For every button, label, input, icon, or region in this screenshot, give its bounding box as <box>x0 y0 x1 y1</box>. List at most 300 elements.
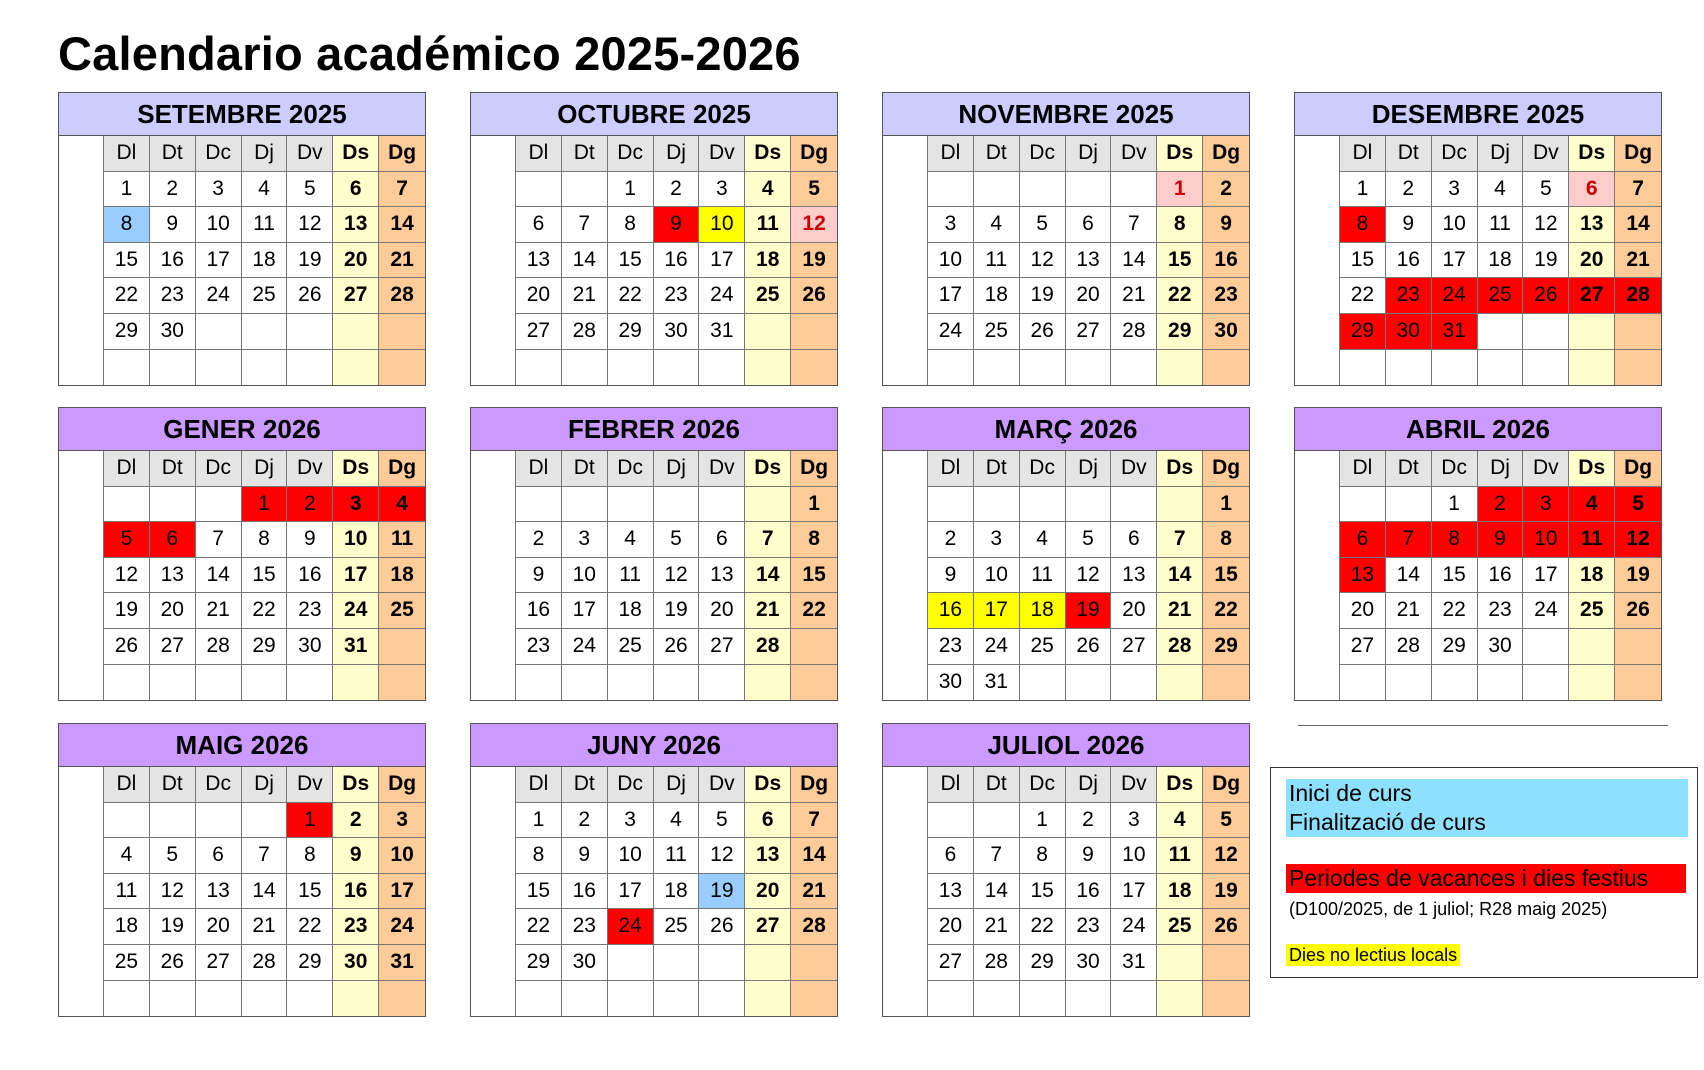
empty-day-cell <box>516 350 562 386</box>
week-spacer-cell <box>1295 487 1340 523</box>
day-cell: 9 <box>150 207 196 243</box>
day-cell: 12 <box>654 558 700 594</box>
day-cell: 17 <box>1432 243 1478 279</box>
month-days-grid <box>59 136 425 385</box>
week-spacer-cell <box>883 803 928 839</box>
day-cell: 29 <box>608 314 654 350</box>
weekday-header: Ds <box>1157 136 1203 172</box>
week-spacer-cell <box>1295 522 1340 558</box>
day-cell: 20 <box>745 874 791 910</box>
day-cell: 1 <box>242 487 288 523</box>
day-cell: 30 <box>562 945 608 981</box>
weekday-header: Dl <box>928 136 974 172</box>
day-cell: 25 <box>654 909 700 945</box>
empty-day-cell <box>333 314 379 350</box>
day-cell: 19 <box>1020 278 1066 314</box>
day-cell: 5 <box>699 803 745 839</box>
weekday-header: Dt <box>974 767 1020 803</box>
month-calendar <box>58 92 426 386</box>
empty-day-cell <box>196 665 242 701</box>
weekday-header: Dl <box>104 767 150 803</box>
day-cell: 3 <box>333 487 379 523</box>
empty-day-cell <box>699 945 745 981</box>
day-cell: 7 <box>1157 522 1203 558</box>
day-cell: 18 <box>379 558 425 594</box>
week-spacer-cell <box>59 136 104 172</box>
day-cell: 12 <box>1066 558 1112 594</box>
weekday-header: Dc <box>1432 451 1478 487</box>
weekday-header: Ds <box>745 767 791 803</box>
empty-day-cell <box>1066 350 1112 386</box>
day-cell: 20 <box>699 593 745 629</box>
empty-day-cell <box>1020 487 1066 523</box>
weekday-header: Dg <box>379 136 425 172</box>
weekday-header: Dj <box>242 767 288 803</box>
day-cell: 14 <box>1111 243 1157 279</box>
empty-day-cell <box>379 665 425 701</box>
day-cell: 26 <box>1615 593 1661 629</box>
week-spacer-cell <box>59 665 104 701</box>
day-cell: 5 <box>1020 207 1066 243</box>
empty-day-cell <box>699 350 745 386</box>
day-cell: 3 <box>1523 487 1569 523</box>
day-cell: 12 <box>1203 838 1249 874</box>
empty-day-cell <box>1157 487 1203 523</box>
week-spacer-cell <box>471 243 516 279</box>
day-cell: 8 <box>242 522 288 558</box>
day-cell: 6 <box>1569 172 1615 208</box>
month-calendar <box>1294 92 1662 386</box>
weekday-header: Dv <box>287 767 333 803</box>
day-cell: 22 <box>242 593 288 629</box>
week-spacer-cell <box>1295 629 1340 665</box>
day-cell: 22 <box>608 278 654 314</box>
day-cell: 31 <box>379 945 425 981</box>
day-cell: 30 <box>1478 629 1524 665</box>
day-cell: 8 <box>608 207 654 243</box>
week-spacer-cell <box>883 350 928 386</box>
day-cell: 18 <box>242 243 288 279</box>
day-cell: 2 <box>1066 803 1112 839</box>
day-cell: 13 <box>1066 243 1112 279</box>
month-title: NOVEMBRE 2025 <box>883 93 1249 136</box>
day-cell: 10 <box>974 558 1020 594</box>
empty-day-cell <box>196 350 242 386</box>
empty-day-cell <box>516 172 562 208</box>
day-cell: 12 <box>1615 522 1661 558</box>
day-cell: 9 <box>562 838 608 874</box>
day-cell: 17 <box>379 874 425 910</box>
month-title: FEBRER 2026 <box>471 408 837 451</box>
day-cell: 12 <box>1020 243 1066 279</box>
empty-day-cell <box>104 350 150 386</box>
empty-day-cell <box>562 665 608 701</box>
day-cell: 13 <box>150 558 196 594</box>
empty-day-cell <box>1386 350 1432 386</box>
weekday-header: Dv <box>1111 767 1157 803</box>
day-cell: 22 <box>104 278 150 314</box>
empty-day-cell <box>1523 665 1569 701</box>
day-cell: 5 <box>1615 487 1661 523</box>
weekday-header: Ds <box>745 451 791 487</box>
day-cell: 31 <box>333 629 379 665</box>
weekday-header: Dg <box>1615 451 1661 487</box>
empty-day-cell <box>1340 350 1386 386</box>
day-cell: 3 <box>379 803 425 839</box>
empty-day-cell <box>1340 487 1386 523</box>
day-cell: 3 <box>1111 803 1157 839</box>
month-calendar <box>58 723 426 1017</box>
weekday-header: Dg <box>1203 767 1249 803</box>
weekday-header: Dj <box>654 451 700 487</box>
day-cell: 20 <box>333 243 379 279</box>
day-cell: 1 <box>791 487 837 523</box>
week-spacer-cell <box>883 665 928 701</box>
weekday-header: Dg <box>379 767 425 803</box>
week-spacer-cell <box>883 909 928 945</box>
week-spacer-cell <box>59 314 104 350</box>
empty-day-cell <box>1523 350 1569 386</box>
day-cell: 14 <box>1615 207 1661 243</box>
empty-day-cell <box>196 981 242 1017</box>
weekday-header: Dj <box>242 136 288 172</box>
weekday-header: Ds <box>333 451 379 487</box>
empty-day-cell <box>928 981 974 1017</box>
weekday-header: Dg <box>791 136 837 172</box>
week-spacer-cell <box>471 278 516 314</box>
empty-day-cell <box>608 487 654 523</box>
day-cell: 18 <box>654 874 700 910</box>
day-cell: 25 <box>1478 278 1524 314</box>
day-cell: 24 <box>379 909 425 945</box>
weekday-header: Ds <box>333 136 379 172</box>
week-spacer-cell <box>1295 207 1340 243</box>
weekday-header: Dg <box>1615 136 1661 172</box>
day-cell: 4 <box>745 172 791 208</box>
day-cell: 1 <box>516 803 562 839</box>
day-cell: 23 <box>1478 593 1524 629</box>
day-cell: 29 <box>104 314 150 350</box>
weekday-header: Dl <box>516 451 562 487</box>
weekday-header: Dj <box>242 451 288 487</box>
day-cell: 21 <box>1615 243 1661 279</box>
day-cell: 9 <box>654 207 700 243</box>
day-cell: 19 <box>287 243 333 279</box>
day-cell: 14 <box>974 874 1020 910</box>
empty-day-cell <box>1020 350 1066 386</box>
week-spacer-cell <box>59 767 104 803</box>
day-cell: 25 <box>974 314 1020 350</box>
legend-local-days: Dies no lectius locals <box>1286 944 1460 966</box>
weekday-header: Ds <box>1157 767 1203 803</box>
empty-day-cell <box>699 487 745 523</box>
week-spacer-cell <box>883 558 928 594</box>
week-spacer-cell <box>471 838 516 874</box>
day-cell: 6 <box>333 172 379 208</box>
day-cell: 28 <box>242 945 288 981</box>
day-cell: 28 <box>1615 278 1661 314</box>
day-cell: 18 <box>1020 593 1066 629</box>
day-cell: 7 <box>196 522 242 558</box>
day-cell: 12 <box>791 207 837 243</box>
week-spacer-cell <box>1295 558 1340 594</box>
empty-day-cell <box>1432 665 1478 701</box>
day-cell: 7 <box>1615 172 1661 208</box>
separator-line <box>1298 725 1668 726</box>
day-cell: 2 <box>1386 172 1432 208</box>
day-cell: 11 <box>379 522 425 558</box>
day-cell: 5 <box>1066 522 1112 558</box>
day-cell: 31 <box>699 314 745 350</box>
empty-day-cell <box>1615 350 1661 386</box>
day-cell: 23 <box>150 278 196 314</box>
day-cell: 18 <box>104 909 150 945</box>
empty-day-cell <box>1523 629 1569 665</box>
day-cell: 19 <box>654 593 700 629</box>
month-days-grid <box>59 767 425 1016</box>
day-cell: 21 <box>242 909 288 945</box>
day-cell: 10 <box>333 522 379 558</box>
day-cell: 2 <box>516 522 562 558</box>
day-cell: 30 <box>928 665 974 701</box>
day-cell: 17 <box>1111 874 1157 910</box>
day-cell: 5 <box>287 172 333 208</box>
empty-day-cell <box>654 487 700 523</box>
weekday-header: Dc <box>196 451 242 487</box>
day-cell: 4 <box>974 207 1020 243</box>
empty-day-cell <box>791 629 837 665</box>
weekday-header: Dg <box>379 451 425 487</box>
weekday-header: Dl <box>1340 136 1386 172</box>
day-cell: 10 <box>928 243 974 279</box>
empty-day-cell <box>287 350 333 386</box>
empty-day-cell <box>196 803 242 839</box>
weekday-header: Ds <box>1569 451 1615 487</box>
week-spacer-cell <box>883 874 928 910</box>
week-spacer-cell <box>59 803 104 839</box>
week-spacer-cell <box>1295 350 1340 386</box>
week-spacer-cell <box>59 593 104 629</box>
month-title: ABRIL 2026 <box>1295 408 1661 451</box>
week-spacer-cell <box>471 629 516 665</box>
weekday-header: Dg <box>1203 451 1249 487</box>
empty-day-cell <box>1020 981 1066 1017</box>
day-cell: 4 <box>1020 522 1066 558</box>
weekday-header: Dt <box>974 136 1020 172</box>
weekday-header: Dv <box>699 136 745 172</box>
empty-day-cell <box>1523 314 1569 350</box>
day-cell: 28 <box>1386 629 1432 665</box>
weekday-header: Dc <box>608 136 654 172</box>
legend-holidays: Periodes de vacances i dies festius <box>1286 864 1686 893</box>
day-cell: 11 <box>654 838 700 874</box>
week-spacer-cell <box>883 767 928 803</box>
day-cell: 29 <box>1340 314 1386 350</box>
month-days-grid <box>883 136 1249 385</box>
week-spacer-cell <box>471 665 516 701</box>
day-cell: 16 <box>516 593 562 629</box>
day-cell: 14 <box>379 207 425 243</box>
day-cell: 1 <box>1203 487 1249 523</box>
empty-day-cell <box>791 981 837 1017</box>
week-spacer-cell <box>883 629 928 665</box>
empty-day-cell <box>1066 665 1112 701</box>
day-cell: 8 <box>104 207 150 243</box>
day-cell: 10 <box>699 207 745 243</box>
day-cell: 29 <box>242 629 288 665</box>
day-cell: 8 <box>287 838 333 874</box>
day-cell: 30 <box>1386 314 1432 350</box>
weekday-header: Dt <box>150 136 196 172</box>
day-cell: 24 <box>333 593 379 629</box>
empty-day-cell <box>928 803 974 839</box>
day-cell: 26 <box>1523 278 1569 314</box>
weekday-header: Dv <box>1523 451 1569 487</box>
day-cell: 8 <box>516 838 562 874</box>
day-cell: 13 <box>745 838 791 874</box>
weekday-header: Ds <box>333 767 379 803</box>
legend-course-end: Finalització de curs <box>1286 807 1688 837</box>
empty-day-cell <box>1203 945 1249 981</box>
week-spacer-cell <box>471 874 516 910</box>
day-cell: 25 <box>1569 593 1615 629</box>
week-spacer-cell <box>59 350 104 386</box>
empty-day-cell <box>608 945 654 981</box>
day-cell: 26 <box>654 629 700 665</box>
week-spacer-cell <box>59 207 104 243</box>
day-cell: 19 <box>104 593 150 629</box>
day-cell: 30 <box>333 945 379 981</box>
day-cell: 20 <box>196 909 242 945</box>
month-days-grid <box>883 451 1249 700</box>
legend <box>1270 767 1698 978</box>
weekday-header: Dt <box>974 451 1020 487</box>
day-cell: 12 <box>150 874 196 910</box>
empty-day-cell <box>791 945 837 981</box>
day-cell: 25 <box>104 945 150 981</box>
empty-day-cell <box>791 665 837 701</box>
day-cell: 9 <box>1386 207 1432 243</box>
empty-day-cell <box>974 981 1020 1017</box>
weekday-header: Dg <box>791 451 837 487</box>
day-cell: 4 <box>1157 803 1203 839</box>
month-calendar <box>470 92 838 386</box>
empty-day-cell <box>1478 314 1524 350</box>
weekday-header: Dj <box>1066 767 1112 803</box>
weekday-header: Dv <box>1523 136 1569 172</box>
day-cell: 19 <box>1066 593 1112 629</box>
empty-day-cell <box>1203 350 1249 386</box>
empty-day-cell <box>1432 350 1478 386</box>
day-cell: 20 <box>928 909 974 945</box>
week-spacer-cell <box>471 593 516 629</box>
week-spacer-cell <box>59 243 104 279</box>
empty-day-cell <box>242 981 288 1017</box>
empty-day-cell <box>1203 981 1249 1017</box>
day-cell: 22 <box>1203 593 1249 629</box>
weekday-header: Dc <box>608 767 654 803</box>
week-spacer-cell <box>883 451 928 487</box>
weekday-header: Ds <box>1157 451 1203 487</box>
weekday-header: Dc <box>1020 136 1066 172</box>
day-cell: 26 <box>104 629 150 665</box>
empty-day-cell <box>699 665 745 701</box>
week-spacer-cell <box>59 558 104 594</box>
month-title: MAIG 2026 <box>59 724 425 767</box>
day-cell: 29 <box>1020 945 1066 981</box>
day-cell: 3 <box>928 207 974 243</box>
day-cell: 27 <box>1111 629 1157 665</box>
day-cell: 2 <box>1478 487 1524 523</box>
day-cell: 25 <box>1020 629 1066 665</box>
day-cell: 24 <box>1523 593 1569 629</box>
weekday-header: Dl <box>104 136 150 172</box>
day-cell: 23 <box>1386 278 1432 314</box>
day-cell: 3 <box>1432 172 1478 208</box>
day-cell: 28 <box>791 909 837 945</box>
day-cell: 16 <box>1066 874 1112 910</box>
month-days-grid <box>59 451 425 700</box>
day-cell: 17 <box>974 593 1020 629</box>
day-cell: 20 <box>1340 593 1386 629</box>
day-cell: 25 <box>608 629 654 665</box>
day-cell: 15 <box>287 874 333 910</box>
day-cell: 6 <box>516 207 562 243</box>
day-cell: 2 <box>562 803 608 839</box>
empty-day-cell <box>379 314 425 350</box>
day-cell: 8 <box>1020 838 1066 874</box>
empty-day-cell <box>196 314 242 350</box>
day-cell: 5 <box>791 172 837 208</box>
empty-day-cell <box>1157 945 1203 981</box>
day-cell: 18 <box>1157 874 1203 910</box>
day-cell: 15 <box>242 558 288 594</box>
empty-day-cell <box>287 314 333 350</box>
day-cell: 1 <box>287 803 333 839</box>
day-cell: 12 <box>699 838 745 874</box>
day-cell: 1 <box>1157 172 1203 208</box>
day-cell: 11 <box>1569 522 1615 558</box>
day-cell: 2 <box>150 172 196 208</box>
day-cell: 27 <box>196 945 242 981</box>
empty-day-cell <box>1386 487 1432 523</box>
day-cell: 20 <box>1066 278 1112 314</box>
empty-day-cell <box>928 172 974 208</box>
week-spacer-cell <box>59 278 104 314</box>
weekday-header: Dv <box>699 767 745 803</box>
day-cell: 2 <box>287 487 333 523</box>
day-cell: 20 <box>1111 593 1157 629</box>
empty-day-cell <box>562 172 608 208</box>
day-cell: 23 <box>654 278 700 314</box>
month-calendar <box>470 407 838 701</box>
day-cell: 11 <box>1478 207 1524 243</box>
weekday-header: Dl <box>516 136 562 172</box>
empty-day-cell <box>974 350 1020 386</box>
day-cell: 22 <box>516 909 562 945</box>
day-cell: 13 <box>1111 558 1157 594</box>
empty-day-cell <box>1615 629 1661 665</box>
empty-day-cell <box>150 803 196 839</box>
empty-day-cell <box>654 665 700 701</box>
weekday-header: Dj <box>1478 136 1524 172</box>
month-days-grid <box>1295 451 1661 700</box>
day-cell: 30 <box>1203 314 1249 350</box>
empty-day-cell <box>1569 665 1615 701</box>
week-spacer-cell <box>1295 136 1340 172</box>
day-cell: 2 <box>1203 172 1249 208</box>
day-cell: 18 <box>1569 558 1615 594</box>
